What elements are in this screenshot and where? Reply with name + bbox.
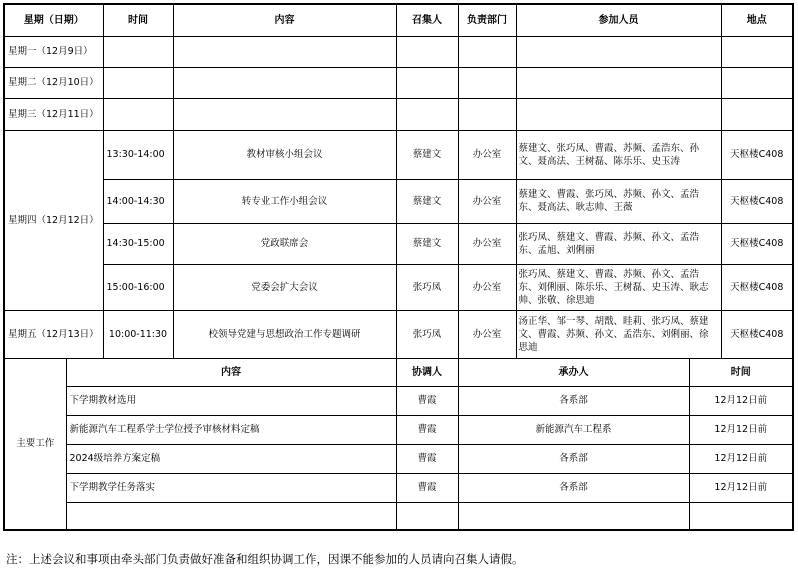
meeting-row [4, 264, 793, 310]
meeting-content: 转专业工作小组会议 [173, 179, 396, 223]
meeting-content: 党政联席会 [173, 223, 396, 264]
footnote: 注：上述会议和事项由牵头部门负责做好准备和组织协调工作，因课不能参加的人员请向召集人请假。 [6, 552, 524, 566]
work-deadline: 12月12日前 [689, 415, 793, 444]
work-coordinator: 曹霞 [396, 415, 458, 444]
meeting-department: 办公室 [458, 264, 516, 310]
meeting-time: 13:30-14:00 [103, 130, 173, 179]
col-header-content: 内容 [173, 4, 396, 36]
work-undertaker: 各系部 [458, 473, 689, 502]
meeting-time: 15:00-16:00 [103, 264, 173, 310]
meeting-row [4, 310, 793, 358]
day-cell-wednesday: 星期三（12月11日） [4, 98, 103, 130]
meeting-department: 办公室 [458, 223, 516, 264]
table-row [4, 67, 793, 98]
main-work-row [4, 415, 793, 444]
meeting-row [4, 223, 793, 264]
main-work-row [4, 386, 793, 415]
col-header-department: 负责部门 [458, 4, 516, 36]
col-header-convener: 召集人 [396, 4, 458, 36]
day-cell-monday: 星期一（12月9日） [4, 36, 103, 67]
meeting-location: 天枢楼C408 [721, 130, 793, 179]
main-work-col-undertaker: 承办人 [458, 358, 689, 386]
main-work-col-coordinator: 协调人 [396, 358, 458, 386]
main-work-col-time: 时间 [689, 358, 793, 386]
meeting-convener: 张巧凤 [396, 264, 458, 310]
meeting-convener: 蔡建文 [396, 179, 458, 223]
meeting-department: 办公室 [458, 179, 516, 223]
meeting-participants: 汤正华、邹一琴、胡戬、眭莉、张巧凤、蔡建文、曹霞、苏频、孙文、孟浩东、刘俐丽、徐思迪 [516, 310, 721, 358]
meeting-location: 天枢楼C408 [721, 264, 793, 310]
meeting-content: 教材审核小组会议 [173, 130, 396, 179]
work-content: 下学期教材选用 [66, 386, 396, 415]
work-deadline: 12月12日前 [689, 444, 793, 473]
meeting-participants: 蔡建文、曹霞、张巧凤、苏频、孙文、孟浩东、聂高法、耿志帅、王薇 [516, 179, 721, 223]
work-content: 2024级培养方案定稿 [66, 444, 396, 473]
work-undertaker: 各系部 [458, 386, 689, 415]
meeting-content: 校领导党建与思想政治工作专题调研 [173, 310, 396, 358]
schedule-table [3, 3, 794, 531]
meeting-convener: 蔡建文 [396, 223, 458, 264]
table-row [4, 36, 793, 67]
main-work-header-row [4, 358, 793, 386]
work-undertaker: 各系部 [458, 444, 689, 473]
col-header-day: 星期（日期） [4, 4, 103, 36]
meeting-department: 办公室 [458, 310, 516, 358]
meeting-department: 办公室 [458, 130, 516, 179]
meeting-location: 天枢楼C408 [721, 179, 793, 223]
col-header-location: 地点 [721, 4, 793, 36]
meeting-time: 14:00-14:30 [103, 179, 173, 223]
work-coordinator: 曹霞 [396, 444, 458, 473]
meeting-participants: 张巧凤、蔡建文、曹霞、苏频、孙文、孟浩东、孟旭、刘俐丽 [516, 223, 721, 264]
meeting-location: 天枢楼C408 [721, 310, 793, 358]
day-cell-friday: 星期五（12月13日） [4, 310, 103, 358]
meeting-content: 党委会扩大会议 [173, 264, 396, 310]
main-work-row [4, 473, 793, 502]
meeting-row [4, 179, 793, 223]
work-undertaker: 新能源汽车工程系 [458, 415, 689, 444]
meeting-time: 14:30-15:00 [103, 223, 173, 264]
table-row [4, 98, 793, 130]
meeting-convener: 张巧凤 [396, 310, 458, 358]
meeting-participants: 蔡建文、张巧凤、曹霞、苏频、孟浩东、孙文、聂高法、王树磊、陈乐乐、史玉涛 [516, 130, 721, 179]
work-deadline: 12月12日前 [689, 386, 793, 415]
col-header-participants: 参加人员 [516, 4, 721, 36]
meeting-location: 天枢楼C408 [721, 223, 793, 264]
main-work-label: 主要工作 [4, 358, 66, 530]
meeting-participants: 张巧凤、蔡建文、曹霞、苏频、孙文、孟浩东、刘俐丽、陈乐乐、王树磊、史玉涛、耿志帅、张敬、徐思迪 [516, 264, 721, 310]
header-row [4, 4, 793, 36]
meeting-time: 10:00-11:30 [103, 310, 173, 358]
day-cell-thursday: 星期四（12月12日） [4, 130, 103, 310]
main-work-col-content: 内容 [66, 358, 396, 386]
main-work-row [4, 444, 793, 473]
work-content: 下学期教学任务落实 [66, 473, 396, 502]
work-deadline: 12月12日前 [689, 473, 793, 502]
col-header-time: 时间 [103, 4, 173, 36]
work-coordinator: 曹霞 [396, 386, 458, 415]
work-coordinator: 曹霞 [396, 473, 458, 502]
work-content: 新能源汽车工程系学士学位授予审核材料定稿 [66, 415, 396, 444]
main-work-empty-row [4, 502, 793, 530]
day-cell-tuesday: 星期二（12月10日） [4, 67, 103, 98]
meeting-convener: 蔡建文 [396, 130, 458, 179]
meeting-row [4, 130, 793, 179]
